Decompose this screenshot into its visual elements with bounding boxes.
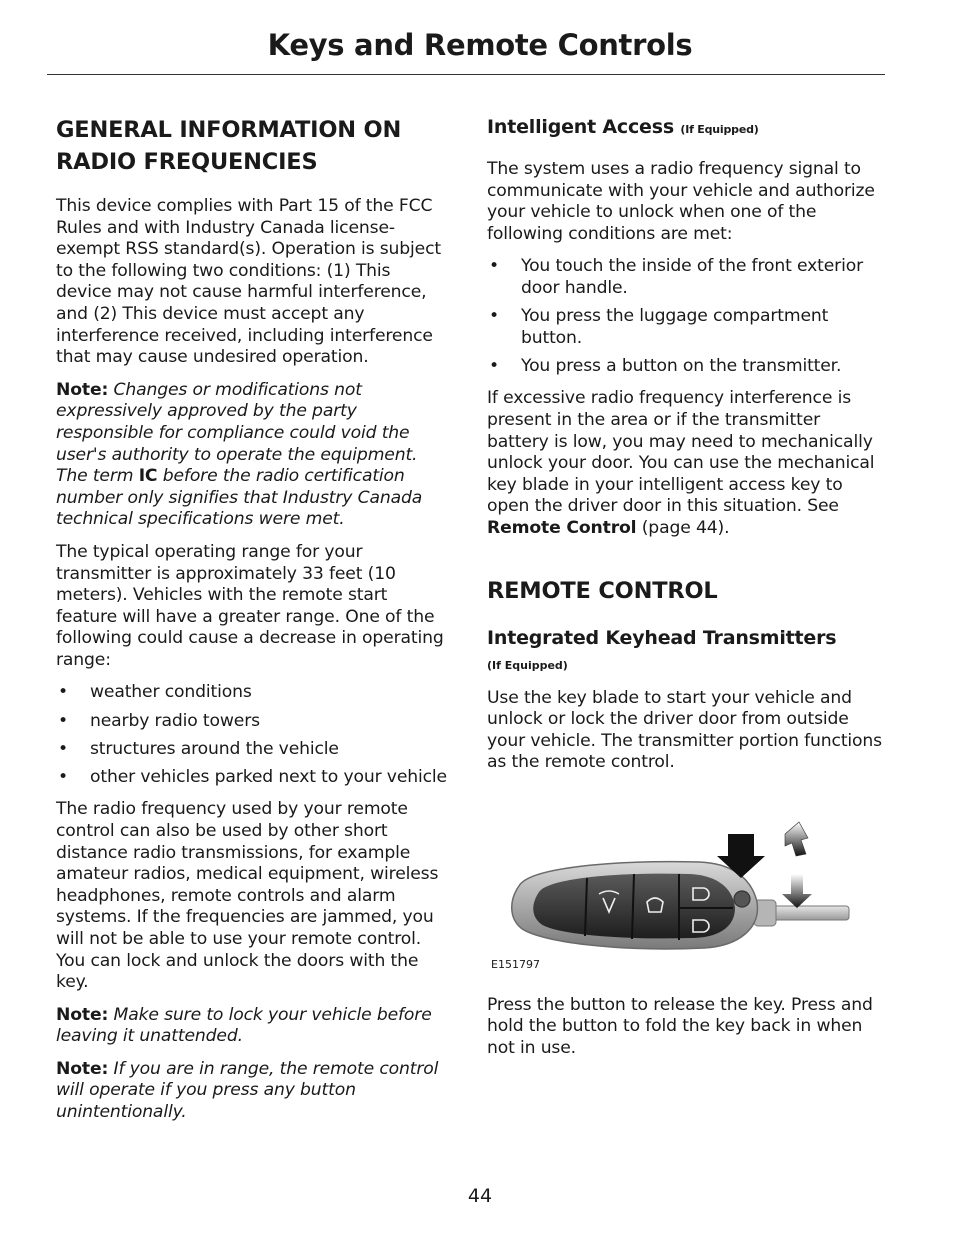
figure-code-label: E151797 — [491, 957, 540, 971]
key-fob-image — [499, 816, 859, 966]
ia-conditions-list — [487, 256, 885, 377]
note-modifications — [56, 380, 451, 531]
paragraph-frequency-sharing: The radio frequency used by your remote control can also be used by other short distance radio transmissions, for example amateur radios, medical equipment, wireless headphones, remote controls and alarm systems. If the frequencies are jammed, you will not be able to use your remote control. You can lock and unlock the doors with the key. — [56, 799, 439, 993]
header-divider — [47, 74, 885, 75]
note-label: Note: — [56, 1058, 109, 1079]
paragraph-ia-intro: The system uses a radio frequency signal to communicate with your vehicle and authorize your vehicle to unlock when one of the following conditions are met: — [487, 159, 875, 244]
heading-qualifier: (If Equipped) — [487, 658, 568, 672]
note-unintentional-press — [56, 1059, 451, 1124]
paragraph-keyhead-intro: Use the key blade to start your vehicle and unlock or lock the driver door from outside your vehicle. The transmitter portion functions as the remote control. — [487, 687, 882, 773]
note-label: Note: — [56, 379, 109, 400]
section-heading-intelligent-access — [487, 114, 885, 143]
cross-reference-link[interactable]: Remote Control — [487, 517, 637, 538]
page-reference: (page 44). — [641, 517, 730, 538]
right-column — [487, 114, 885, 1071]
paragraph-operating-range: The typical operating range for your transmitter is approximately 33 feet (10 meters). Vehicles with the remote start feature will have a greater range. One of the following could cause a decrease in operating range: — [56, 541, 444, 670]
note-text: Make sure to lock your vehicle before leaving it unattended. — [56, 1004, 432, 1047]
section-heading-radio-frequencies: GENERAL INFORMATION ON RADIO FREQUENCIES — [56, 117, 402, 175]
page-header-title: Keys and Remote Controls — [267, 28, 693, 62]
heading-text: Intelligent Access — [487, 116, 674, 138]
note-text: before the radio certification number only signifies that Industry Canada technical specifications were met. — [56, 466, 423, 530]
note-lock-vehicle — [56, 1005, 451, 1048]
paragraph-ia-interference — [487, 388, 885, 539]
paragraph-fcc-compliance: This device complies with Part 15 of the FCC Rules and with Industry Canada license-exempt RSS standard(s). Operation is subject to the following two conditions: (1) This device may not cause harmful interference, and (2) This device must accept any interference received, including interference that may cause undesired operation. — [56, 196, 441, 368]
fold-arrow-icon — [782, 822, 812, 908]
key-fob-illustration — [499, 816, 859, 966]
list-item: • You press the luggage compartment button. — [487, 306, 885, 349]
list-item: • You press a button on the transmitter. — [487, 356, 885, 378]
range-factors-list — [56, 682, 451, 788]
left-column — [56, 114, 451, 1135]
subsection-heading-keyhead-transmitters: Integrated Keyhead Transmitters — [487, 626, 837, 649]
heading-qualifier: (If Equipped) — [680, 123, 759, 136]
list-item: • nearby radio towers — [56, 711, 451, 733]
list-item: • other vehicles parked next to your vehicle — [56, 767, 451, 789]
note-text: If you are in range, the remote control will operate if you press any button unintentionally. — [56, 1058, 439, 1123]
note-label: Note: — [56, 1004, 109, 1025]
page-number: 44 — [467, 1185, 493, 1207]
paragraph-key-release: Press the button to release the key. Press and hold the button to fold the key back in when not in use. — [487, 994, 873, 1059]
section-heading-remote-control: REMOTE CONTROL — [487, 577, 718, 604]
list-item: • weather conditions — [56, 682, 451, 704]
list-item: • structures around the vehicle — [56, 739, 451, 761]
note-text: Changes or modifications not expressively approved by the party responsible for compliance could void the user's authority to operate the equipment. The term — [56, 379, 418, 487]
paragraph-text: If excessive radio frequency interference is present in the area or if the transmitter battery is low, you may need to mechanically unlock your door. You can use the mechanical key blade in your intelligent access key to open the driver door in this situation. See — [487, 388, 875, 517]
note-bold-term: IC — [138, 466, 158, 487]
list-item: • You touch the inside of the front exterior door handle. — [487, 256, 885, 299]
